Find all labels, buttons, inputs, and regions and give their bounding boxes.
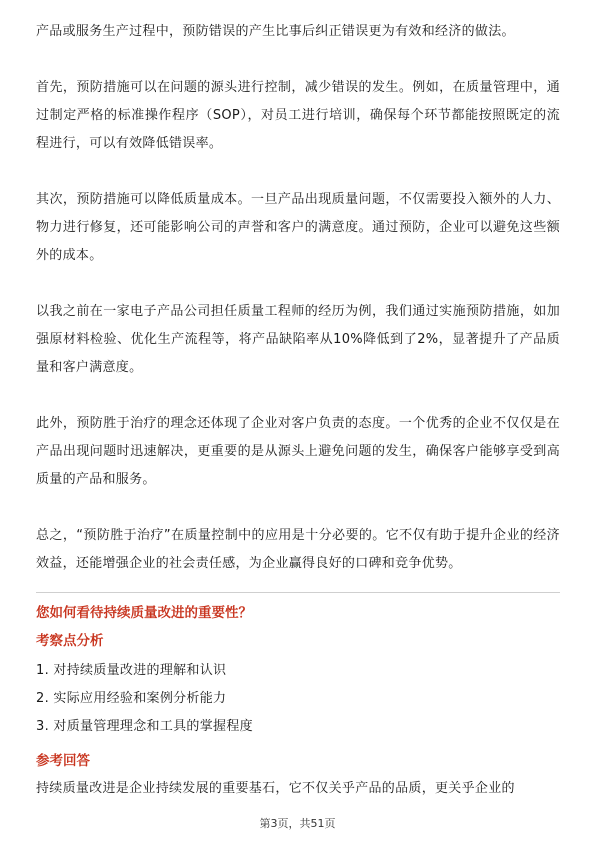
analysis-heading: 考察点分析 bbox=[36, 633, 104, 649]
body-paragraph: 总之，“预防胜于治疗”在质量控制中的应用是十分必要的。它不仅有助于提升企业的经济效益，还能增强企业的社会责任感，为企业赢得良好的口碑和竞争优势。 bbox=[36, 528, 560, 571]
body-paragraph: 首先，预防措施可以在问题的源头进行控制，减少错误的发生。例如，在质量管理中，通过制定严格的标准操作程序（SOP），对员工进行培训，确保每个环节都能按照既定的流程进行，可以有效降低错误率。 bbox=[36, 80, 560, 151]
body-paragraph: 产品或服务生产过程中，预防错误的产生比事后纠正错误更为有效和经济的做法。 bbox=[36, 24, 515, 39]
page-content bbox=[36, 18, 560, 803]
answer-heading: 参考回答 bbox=[36, 753, 90, 769]
page-number: 第3页，共51页 bbox=[259, 817, 336, 830]
body-paragraph: 以我之前在一家电子产品公司担任质量工程师的经历为例，我们通过实施预防措施，如加强原材料检验、优化生产流程等，将产品缺陷率从10%降低到了2%，显著提升了产品质量和客户满意度。 bbox=[36, 304, 560, 375]
list-item: 2. 实际应用经验和案例分析能力 bbox=[36, 691, 227, 706]
body-paragraph: 此外，预防胜于治疗的理念还体现了企业对客户负责的态度。一个优秀的企业不仅仅是在产品出现问题时迅速解决，更重要的是从源头上避免问题的发生，确保客户能够享受到高质量的产品和服务。 bbox=[36, 416, 560, 487]
section-divider bbox=[36, 592, 560, 593]
body-paragraph: 其次，预防措施可以降低质量成本。一旦产品出现质量问题，不仅需要投入额外的人力、物力进行修复，还可能影响公司的声誉和客户的满意度。通过预防，企业可以避免这些额外的成本。 bbox=[36, 192, 560, 263]
list-item: 1. 对持续质量改进的理解和认识 bbox=[36, 663, 227, 678]
question-heading: 您如何看待持续质量改进的重要性？ bbox=[36, 605, 252, 621]
answer-text: 持续质量改进是企业持续发展的重要基石，它不仅关乎产品的品质，更关乎企业的 bbox=[36, 781, 515, 796]
analysis-list bbox=[36, 657, 560, 741]
list-item: 3. 对质量管理理念和工具的掌握程度 bbox=[36, 719, 253, 734]
